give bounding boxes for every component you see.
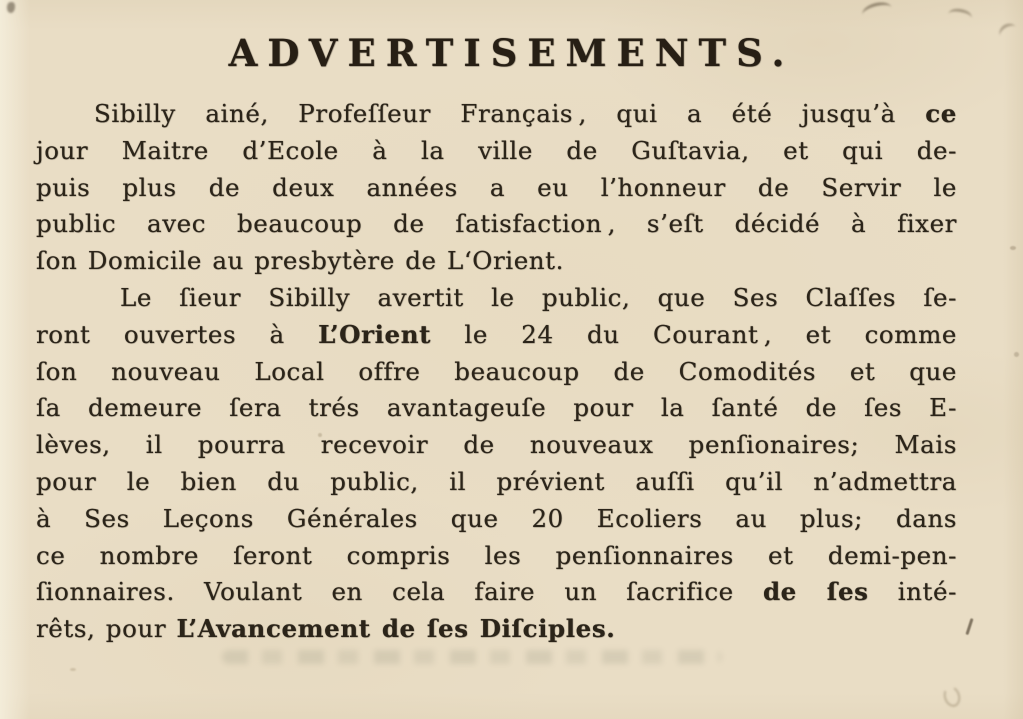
text-line: [36, 243, 957, 280]
body-text: [36, 96, 957, 648]
text-segment: à Ses Leçons Générales que 20 Ecoliers au plus; dans: [36, 503, 957, 533]
text-line: [36, 96, 957, 133]
text-segment: Sibilly ainé, Profeſſeur Français , qui a été jusqu’à: [94, 99, 926, 128]
ink-smudge-mark: [861, 0, 894, 22]
text-segment: ront ouvertes à: [36, 319, 319, 349]
text-segment: lèves, il pourra recevoir de nouveaux penſionaires; Mais: [36, 430, 957, 460]
ink-smudge-mark: [947, 7, 973, 25]
text-segment: ſionnaires. Voulant en cela faire un ſacrifice: [36, 577, 763, 607]
text-line: [36, 427, 957, 464]
ink-speck-mark: [1014, 352, 1019, 357]
text-segment: le 24 du Courant , et comme: [431, 319, 957, 349]
page-title: ADVERTISEMENTS.: [228, 31, 795, 75]
faint-pencil-mark: [941, 684, 963, 709]
bleed-through-text-mark: [222, 650, 722, 664]
text-line: [36, 390, 957, 427]
ink-speck-mark: [1010, 246, 1016, 250]
text-segment: public avec beaucoup de ſatisfaction , s’eſt décidé à fixer: [36, 209, 957, 239]
text-line: [36, 354, 957, 391]
text-segment: ſa demeure ſera trés avantageuſe pour la ſanté de ſes E-: [36, 393, 957, 423]
text-line: [36, 464, 957, 501]
text-line: [36, 501, 957, 538]
emphasized-text: L’Orient: [318, 319, 432, 349]
emphasized-text: de ſes: [762, 577, 869, 607]
text-line: [36, 574, 957, 611]
text-line: [36, 280, 957, 317]
emphasized-text: ce: [925, 99, 957, 128]
text-segment: puis plus de deux années a eu l’honneur de Servir le: [36, 172, 957, 202]
text-segment: jour Maitre d’Ecole à la ville de Guſtavia, et qui de-: [36, 135, 957, 165]
text-segment: rêts, pour: [36, 614, 177, 644]
ink-speck-mark: [7, 2, 15, 13]
text-segment: inté-: [868, 577, 957, 607]
paragraph: [36, 280, 957, 648]
text-line: [36, 170, 957, 207]
text-segment: ce nombre ſeront compris les penſionnaires et demi-pen-: [36, 540, 957, 570]
text-segment: Le ſieur Sibilly avertit le public, que Ses Claſſes ſe-: [120, 282, 957, 312]
text-segment: pour le bien du public, il prévient auſſi qu’il n’admettra: [36, 466, 957, 496]
text-line: [36, 317, 957, 354]
paragraph: [36, 96, 957, 280]
text-segment: ſon nouveau Local offre beaucoup de Comodités et que: [36, 356, 957, 386]
text-line: [36, 611, 957, 648]
emphasized-text: L’Avancement de ſes Diſciples.: [176, 614, 616, 644]
text-line: [36, 133, 957, 170]
ink-speck-mark: [70, 668, 76, 671]
text-segment: ſon Domicile au presbytère de L‘Orient.: [36, 246, 565, 276]
stray-slash-mark: [965, 618, 973, 635]
text-line: [36, 538, 957, 575]
text-line: [36, 206, 957, 243]
